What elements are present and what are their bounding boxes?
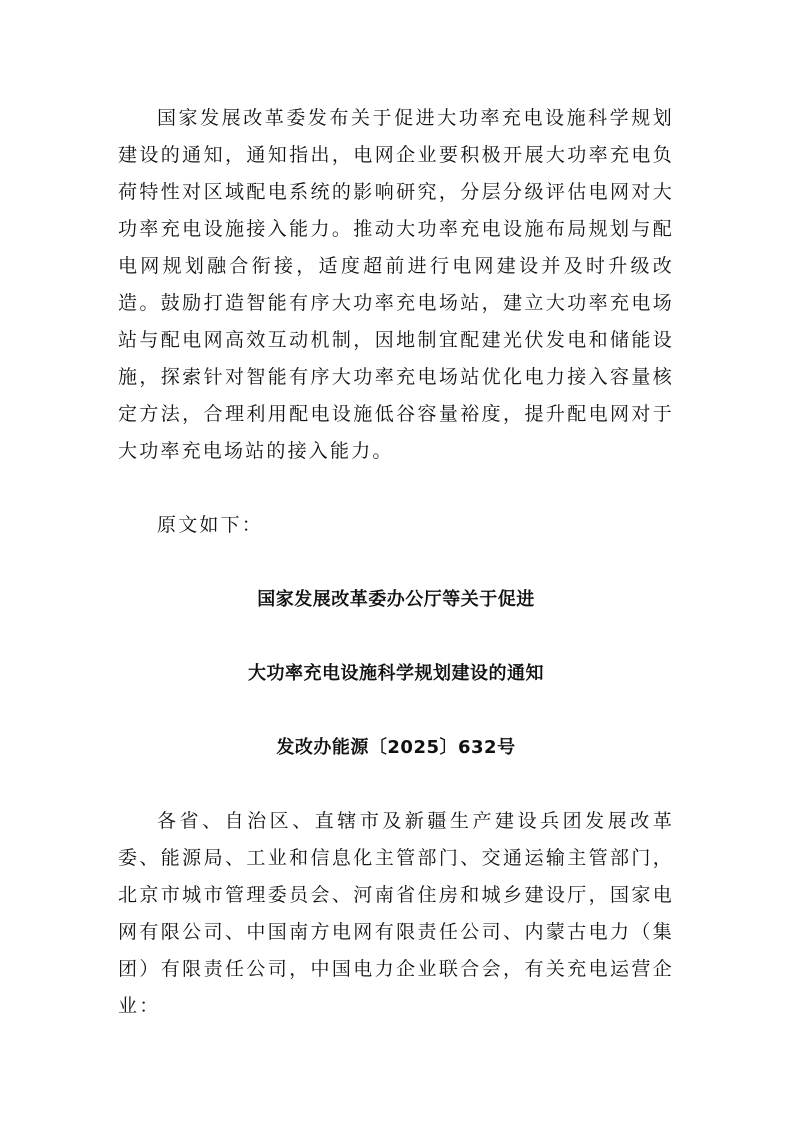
addressees-paragraph: 各省、自治区、直辖市及新疆生产建设兵团发展改革委、能源局、工业和信息化主管部门、交通运输主管部门，北京市城市管理委员会、河南省住房和城乡建设厅，国家电网有限公司、中国南方电网有限责任公司、内蒙古电力（集团）有限责任公司，中国电力企业联合会，有关充电运营企业： — [118, 810, 674, 1017]
document-page — [118, 100, 674, 1025]
notice-title-line-1: 国家发展改革委办公厅等关于促进 — [257, 589, 535, 610]
document-number: 发改办能源〔2025〕632号 — [276, 737, 516, 758]
summary-paragraph: 国家发展改革委发布关于促进大功率充电设施科学规划建设的通知，通知指出，电网企业要积极开展大功率充电负荷特性对区域配电系统的影响研究，分层分级评估电网对大功率充电设施接入能力。推动大功率充电设施布局规划与配电网规划融合衔接，适度超前进行电网建设并及时升级改造。鼓励打造智能有序大功率充电场站，建立大功率充电场站与配电网高效互动机制，因地制宜配建光伏发电和储能设施，探索针对智能有序大功率充电场站优化电力接入容量核定方法，合理利用配电设施低谷容量裕度，提升配电网对于大功率充电场站的接入能力。 — [118, 107, 674, 462]
notice-title-line-2: 大功率充电设施科学规划建设的通知 — [248, 663, 544, 684]
intro-line: 原文如下： — [157, 514, 264, 536]
